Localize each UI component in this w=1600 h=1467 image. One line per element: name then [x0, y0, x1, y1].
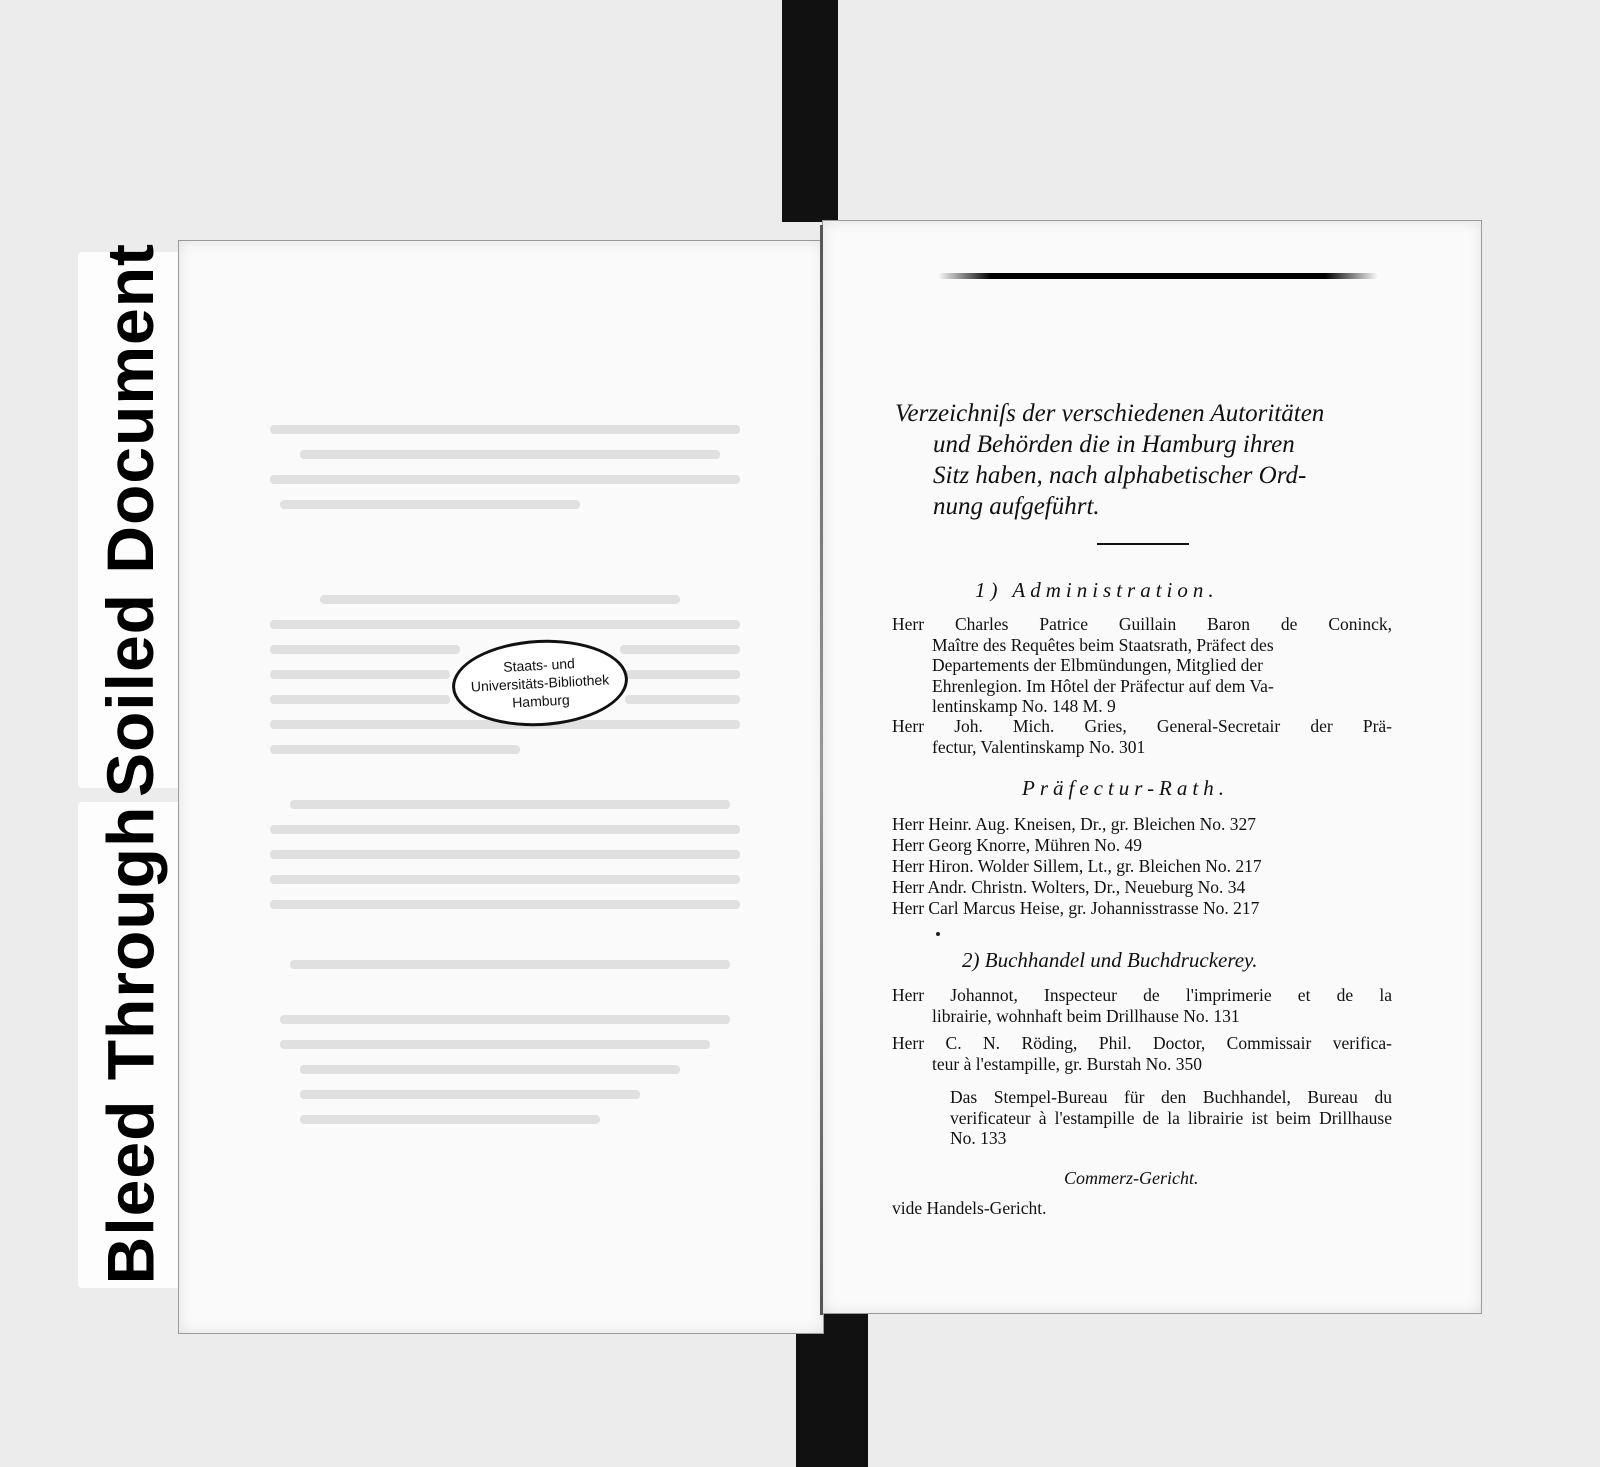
entry-line: Herr C. N. Röding, Phil. Doctor, Commissair verifica-: [892, 1033, 1392, 1053]
title-divider: [1097, 543, 1189, 545]
entry-gries: [892, 716, 1392, 757]
entry-line: Herr Johannot, Inspecteur de l'imprimerie et de la: [892, 985, 1392, 1005]
entry-line: librairie, wohnhaft beim Drillhause No. 131: [932, 1005, 1240, 1026]
entry-line: Ehrenlegion. Im Hôtel der Präfectur auf dem Va-: [932, 675, 1274, 696]
cross-reference: vide Handels-Gericht.: [892, 1198, 1047, 1218]
entry-line: fectur, Valentinskamp No. 301: [932, 736, 1146, 757]
soiled-document-text: Soiled Document: [93, 242, 167, 798]
list-item: Herr Georg Knorre, Mühren No. 49: [892, 835, 1142, 855]
header-rule: [938, 273, 1378, 279]
praefectur-members-list: [892, 814, 1392, 919]
stamp-line-1: Staats- und: [502, 655, 576, 675]
section-heading-buchhandel: 2) Buchhandel und Buchdruckerey.: [962, 948, 1258, 972]
entry-roeding: [892, 1033, 1392, 1074]
list-item: Herr Hiron. Wolder Sillem, Lt., gr. Bleichen No. 217: [892, 856, 1262, 876]
book-gutter: [820, 225, 823, 1315]
film-strip-top: [782, 0, 838, 222]
entry-line: Departements der Elbmündungen, Mitglied der: [932, 655, 1263, 675]
entry-johannot: [892, 985, 1392, 1026]
title-line-2: und Behörden die in Hamburg ihren: [933, 431, 1295, 458]
entry-line: lentinskamp No. 148 M. 9: [932, 696, 1116, 716]
stamp-line-2: Universitäts-Bibliothek: [470, 671, 610, 695]
list-item: Herr Heinr. Aug. Kneisen, Dr., gr. Bleichen No. 327: [892, 814, 1257, 834]
entry-line: Herr Charles Patrice Guillain Baron de Coninck,: [892, 614, 1392, 634]
entry-line: Herr Joh. Mich. Gries, General-Secretair der Prä-: [892, 716, 1392, 736]
section-heading-administration: 1) Administration.: [975, 578, 1219, 602]
page-title: [895, 398, 1395, 522]
stamp-line-3: Hamburg: [511, 691, 571, 711]
list-item: Herr Andr. Christn. Wolters, Dr., Neueburg No. 34: [892, 877, 1246, 897]
left-page: [178, 240, 824, 1334]
title-line-1: Verzeichniſs der verschiedenen Autoritäten: [895, 400, 1325, 427]
list-item: Herr Carl Marcus Heise, gr. Johannisstrasse No. 217: [892, 898, 1260, 918]
ink-dot: [936, 932, 940, 936]
title-line-4: nung aufgeführt.: [933, 493, 1100, 520]
bleed-through-label: [78, 802, 182, 1288]
stempel-bureau-note: Das Stempel-Bureau für den Buchhandel, Bureau du verificateur à l'estampille de la librairie ist beim Drillhause No. 133: [950, 1087, 1392, 1148]
title-line-3: Sitz haben, nach alphabetischer Ord-: [933, 462, 1307, 489]
entry-line: teur à l'estampille, gr. Burstah No. 350: [932, 1053, 1202, 1074]
section-heading-praefectur-rath: Präfectur-Rath.: [1022, 776, 1229, 800]
soiled-document-label: [78, 242, 182, 798]
entry-coninck: [892, 614, 1392, 717]
bleed-through-text: Bleed Through: [93, 805, 167, 1285]
entry-line: Maître des Requêtes beim Staatsrath, Präfect des: [932, 634, 1274, 655]
right-page: [822, 220, 1482, 1314]
section-heading-commerz-gericht: Commerz-Gericht.: [1064, 1168, 1199, 1188]
